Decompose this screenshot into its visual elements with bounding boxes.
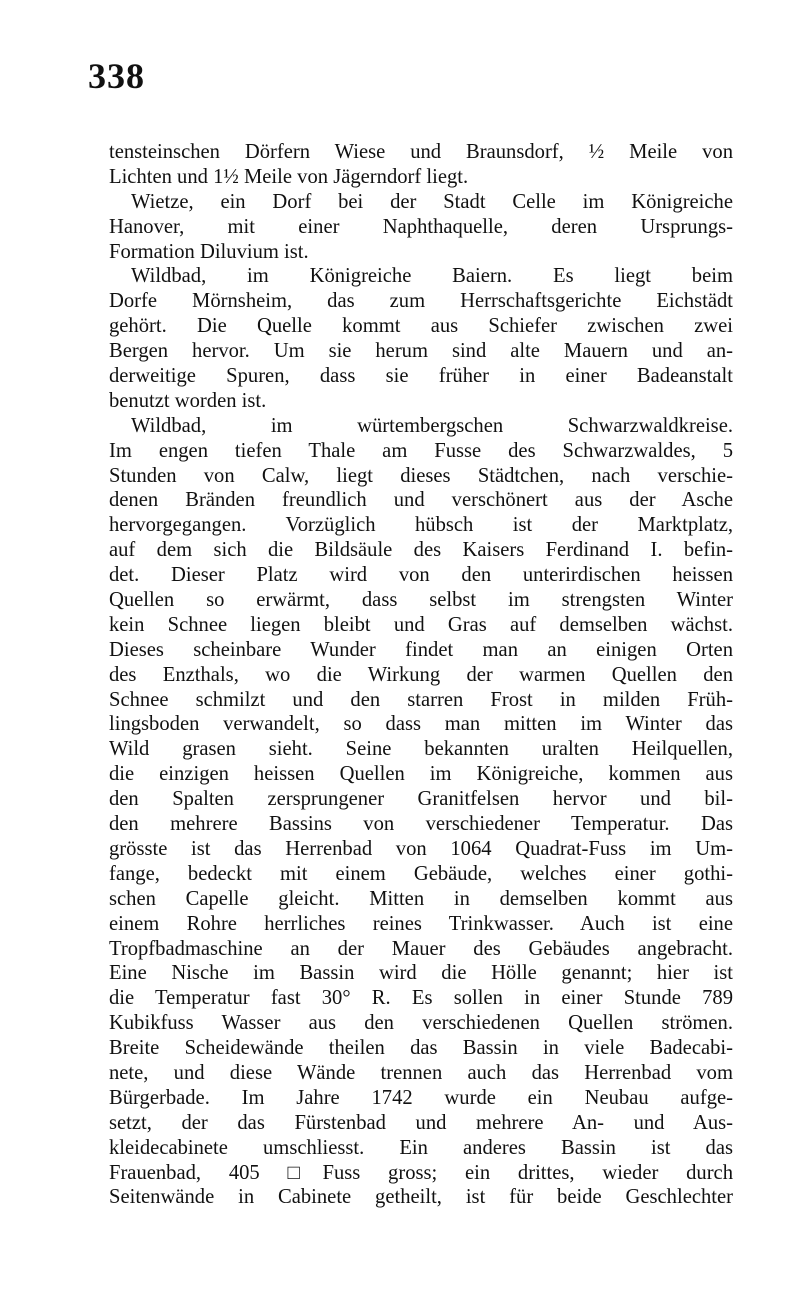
text-line: det. Dieser Platz wird von den unterirdischen heissen bbox=[109, 564, 733, 587]
text-line: Kubikfuss Wasser aus den verschiedenen Quellen strömen. bbox=[109, 1012, 733, 1035]
text-line: Eine Nische im Bassin wird die Hölle genannt; hier ist bbox=[109, 962, 733, 985]
text-line: die Temperatur fast 30° R. Es sollen in einer Stunde 789 bbox=[109, 987, 733, 1010]
text-line: nete, und diese Wände trennen auch das Herrenbad vom bbox=[109, 1061, 733, 1084]
text-line: derweitige Spuren, dass sie früher in einer Badeanstalt bbox=[109, 365, 733, 388]
text-line: Tropfbadmaschine an der Mauer des Gebäudes angebracht. bbox=[109, 937, 733, 960]
text-line: benutzt worden ist. bbox=[109, 389, 267, 412]
text-line: Dorfe Mörnsheim, das zum Herrschaftsgerichte Eichstädt bbox=[109, 290, 733, 313]
text-line: Im engen tiefen Thale am Fusse des Schwarzwaldes, 5 bbox=[109, 439, 733, 462]
text-line: Dieses scheinbare Wunder findet man an einigen Orten bbox=[109, 638, 733, 661]
text-line: fange, bedeckt mit einem Gebäude, welches einer gothi- bbox=[109, 862, 733, 885]
text-line: Hanover, mit einer Naphthaquelle, deren Ursprungs- bbox=[109, 215, 733, 238]
text-line: die einzigen heissen Quellen im Königreiche, kommen aus bbox=[109, 763, 733, 786]
text-line: Wietze, ein Dorf bei der Stadt Celle im Königreiche bbox=[131, 190, 733, 213]
text-line: kein Schnee liegen bleibt und Gras auf demselben wächst. bbox=[109, 613, 733, 636]
text-line: setzt, der das Fürstenbad und mehrere An- und Aus- bbox=[109, 1111, 733, 1134]
text-line: gehört. Die Quelle kommt aus Schiefer zwischen zwei bbox=[109, 315, 733, 338]
text-line: des Enzthals, wo die Wirkung der warmen Quellen den bbox=[109, 663, 733, 686]
text-line: Bergen hervor. Um sie herum sind alte Mauern und an- bbox=[109, 340, 733, 363]
text-line: auf dem sich die Bildsäule des Kaisers Ferdinand I. befin- bbox=[109, 539, 733, 562]
text-line: grösste ist das Herrenbad von 1064 Quadrat-Fuss im Um- bbox=[109, 837, 733, 860]
text-line: denen Bränden freundlich und verschönert aus der Asche bbox=[109, 489, 733, 512]
text-line: schen Capelle gleicht. Mitten in demselben kommt aus bbox=[109, 887, 733, 910]
text-line: Quellen so erwärmt, dass selbst im strengsten Winter bbox=[109, 589, 733, 612]
text-line: Bürgerbade. Im Jahre 1742 wurde ein Neubau aufge- bbox=[109, 1086, 733, 1109]
text-line: Lichten und 1½ Meile von Jägerndorf liegt. bbox=[109, 165, 469, 188]
text-line: tensteinschen Dörfern Wiese und Braunsdorf, ½ Meile von bbox=[109, 141, 733, 163]
text-line: Breite Scheidewände theilen das Bassin in viele Badecabi- bbox=[109, 1037, 733, 1060]
text-line: Frauenbad, 405 □Fuss gross; ein drittes, wieder durch bbox=[109, 1161, 733, 1184]
text-line: Wildbad, im würtembergschen Schwarzwaldkreise. bbox=[131, 414, 733, 437]
text-line: Stunden von Calw, liegt dieses Städtchen, nach verschie- bbox=[109, 464, 733, 487]
text-line: einem Rohre herrliches reines Trinkwasser. Auch ist eine bbox=[109, 912, 733, 935]
body-text bbox=[109, 140, 733, 1210]
text-line: Seitenwände in Cabinete getheilt, ist für beide Geschlechter bbox=[109, 1186, 733, 1209]
text-line: Wild grasen sieht. Seine bekannten uralten Heilquellen, bbox=[109, 738, 733, 761]
text-line: Formation Diluvium ist. bbox=[109, 240, 309, 263]
text-line: kleidecabinete umschliesst. Ein anderes Bassin ist das bbox=[109, 1136, 733, 1159]
text-line: hervorgegangen. Vorzüglich hübsch ist der Marktplatz, bbox=[109, 514, 733, 537]
text-line: Wildbad, im Königreiche Baiern. Es liegt beim bbox=[131, 265, 733, 288]
text-line: lingsboden verwandelt, so dass man mitten im Winter das bbox=[109, 713, 733, 736]
text-line: Schnee schmilzt und den starren Frost in milden Früh- bbox=[109, 688, 733, 711]
text-line: den Spalten zersprungener Granitfelsen hervor und bil- bbox=[109, 788, 733, 811]
page-number: 338 bbox=[88, 56, 145, 96]
text-line: den mehrere Bassins von verschiedener Temperatur. Das bbox=[109, 813, 733, 836]
